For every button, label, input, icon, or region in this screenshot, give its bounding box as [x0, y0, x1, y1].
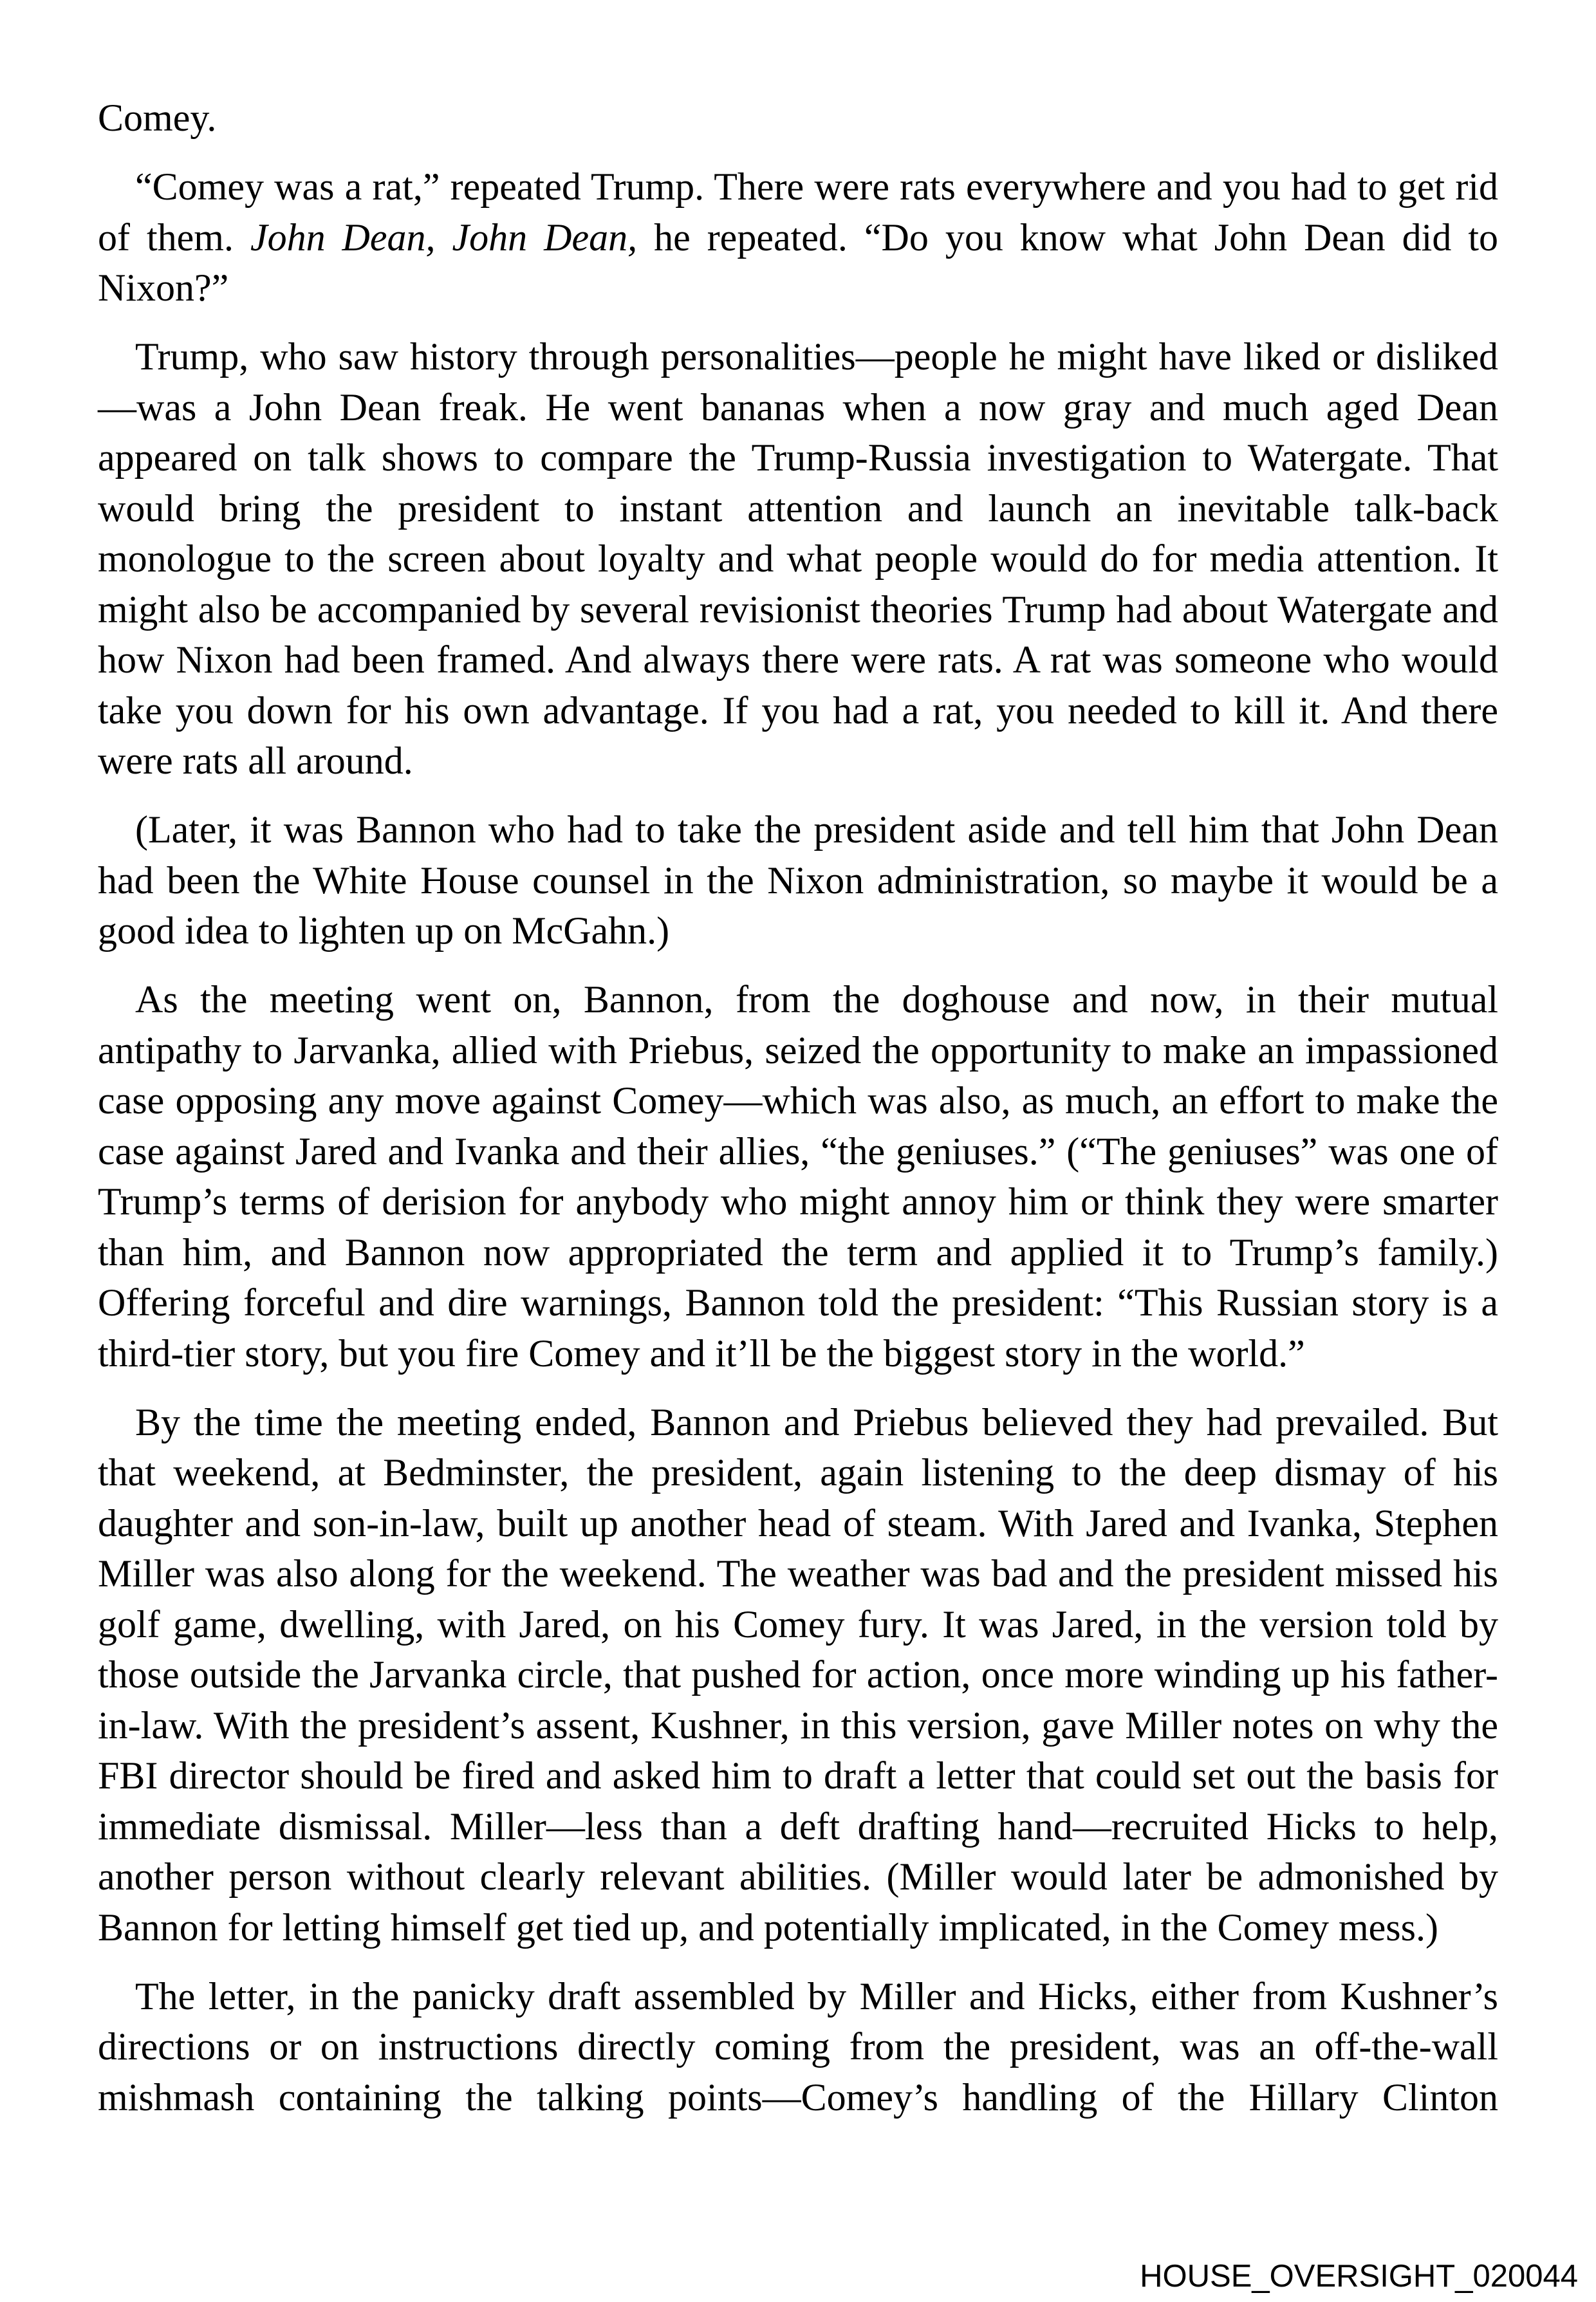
text-line: golf game, dwelling, with Jared, on his Comey fury. It was Jared, in the version told by: [98, 1602, 1498, 1646]
paragraph: [98, 804, 1498, 956]
text-line: By the time the meeting ended, Bannon and Priebus believed they had prevailed. But: [135, 1400, 1498, 1443]
text-line: third-tier story, but you fire Comey and it’ll be the biggest story in the world.”: [98, 1332, 1305, 1375]
text-line: —was a John Dean freak. He went bananas when a now gray and much aged Dean: [98, 385, 1498, 429]
text-line: Nixon?”: [98, 266, 229, 309]
text-line: As the meeting went on, Bannon, from the doghouse and now, in their mutual: [135, 978, 1498, 1021]
text-line: case against Jared and Ivanka and their allies, “the geniuses.” (“The geniuses” was one of: [98, 1129, 1498, 1173]
paragraph: [98, 1397, 1498, 1953]
text-line: immediate dismissal. Miller—less than a deft drafting hand—recruited Hicks to help,: [98, 1805, 1498, 1848]
text-line: appeared on talk shows to compare the Trump-Russia investigation to Watergate. That: [98, 436, 1498, 479]
text-line: Trump’s terms of derision for anybody who might annoy him or think they were smarter: [98, 1180, 1498, 1223]
text-line: that weekend, at Bedminster, the president, again listening to the deep dismay of his: [98, 1451, 1498, 1494]
text-line: would bring the president to instant attention and launch an inevitable talk-back: [98, 487, 1498, 530]
text-line: Trump, who saw history through personalities—people he might have liked or disliked: [135, 335, 1498, 378]
text-line: another person without clearly relevant abilities. (Miller would later be admonished by: [98, 1855, 1498, 1898]
paragraph: [98, 162, 1498, 313]
text-line: mishmash containing the talking points—Comey’s handling of the Hillary Clinton: [98, 2075, 1498, 2119]
text-line: in-law. With the president’s assent, Kushner, in this version, gave Miller notes on why the: [98, 1703, 1498, 1747]
text-line: antipathy to Jarvanka, allied with Priebus, seized the opportunity to make an impassioned: [98, 1028, 1498, 1072]
text-line: Bannon for letting himself get tied up, and potentially implicated, in the Comey mess.): [98, 1906, 1438, 1949]
text-line: monologue to the screen about loyalty and what people would do for media attention. It: [98, 537, 1498, 580]
text-line: Miller was also along for the weekend. The weather was bad and the president missed his: [98, 1552, 1498, 1595]
text-line: Comey.: [98, 97, 217, 139]
text-line: Offering forceful and dire warnings, Bannon told the president: “This Russian story is a: [98, 1281, 1498, 1324]
text-line: those outside the Jarvanka circle, that pushed for action, once more winding up his father-: [98, 1653, 1498, 1696]
text-line: directions or on instructions directly coming from the president, was an off-the-wall: [98, 2025, 1498, 2068]
text-line: than him, and Bannon now appropriated the term and applied it to Trump’s family.): [98, 1230, 1498, 1274]
paragraph: [98, 974, 1498, 1378]
text-line: good idea to lighten up on McGahn.): [98, 909, 670, 952]
text-line: were rats all around.: [98, 739, 413, 782]
footer-bates-number: HOUSE_OVERSIGHT_020044: [1140, 2259, 1578, 2294]
paragraph: [98, 331, 1498, 786]
text-line: “Comey was a rat,” repeated Trump. There were rats everywhere and you had to get rid: [135, 165, 1498, 208]
text-line: take you down for his own advantage. If you had a rat, you needed to kill it. And there: [98, 689, 1498, 732]
text-line: of them. John Dean, John Dean, he repeated. “Do you know what John Dean did to: [98, 216, 1498, 259]
italic-emphasis: John Dean, John Dean,: [250, 216, 638, 259]
text-line: had been the White House counsel in the Nixon administration, so maybe it would be a: [98, 859, 1498, 902]
text-line: (Later, it was Bannon who had to take the president aside and tell him that John Dean: [135, 808, 1498, 851]
text-line: might also be accompanied by several revisionist theories Trump had about Watergate and: [98, 588, 1498, 631]
text-line: case opposing any move against Comey—which was also, as much, an effort to make the: [98, 1079, 1498, 1122]
text-line: The letter, in the panicky draft assembled by Miller and Hicks, either from Kushner’s: [135, 1974, 1498, 2018]
text-line: FBI director should be fired and asked him to draft a letter that could set out the basis for: [98, 1754, 1498, 1797]
paragraph: [98, 1971, 1498, 2123]
text-line: how Nixon had been framed. And always there were rats. A rat was someone who would: [98, 638, 1498, 681]
body-text: [98, 93, 1498, 2122]
paragraph: [98, 93, 1498, 144]
text-line: daughter and son-in-law, built up another head of steam. With Jared and Ivanka, Stephen: [98, 1501, 1498, 1545]
